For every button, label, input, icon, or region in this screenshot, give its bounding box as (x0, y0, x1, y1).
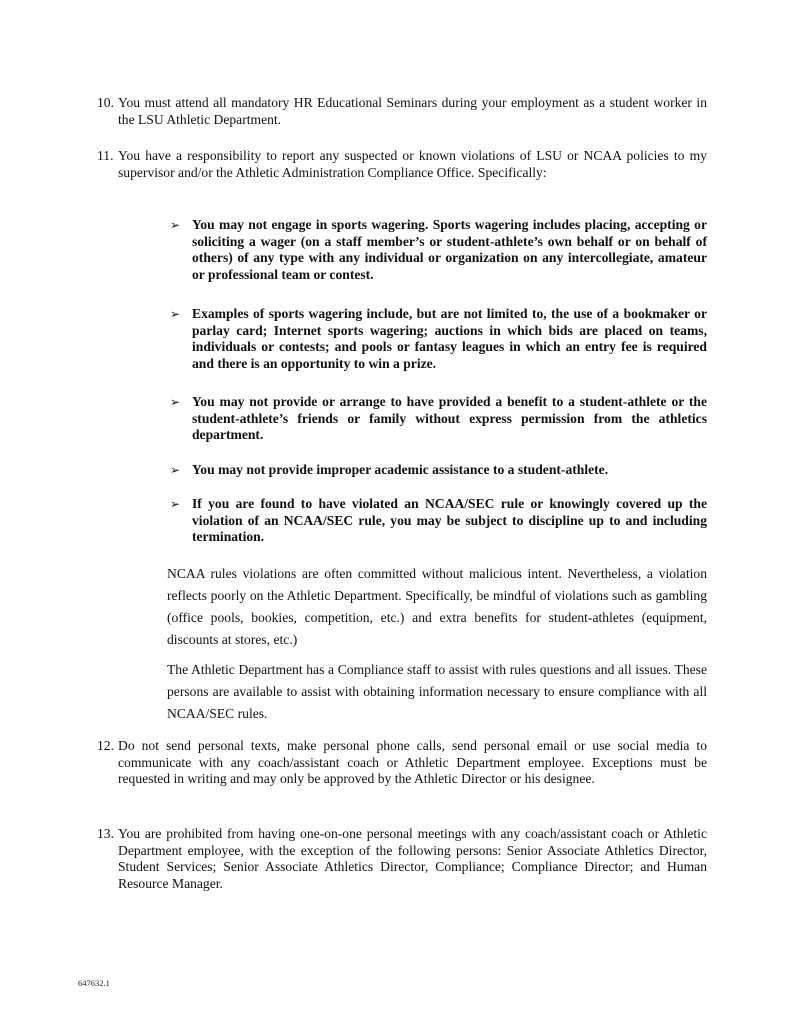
list-item-10 (97, 95, 707, 128)
arrow-bullet-icon: ➢ (170, 395, 181, 409)
document-id-footer: 647632.1 (78, 978, 110, 988)
compliance-note-paragraph: NCAA rules violations are often committed without malicious intent. Nevertheless, a violation reflects poorly on the Athletic Department. Specifically, be mindful of violations such as gambling (office pools, bookies, competition, etc.) and extra benefits for student-athletes (equipment, discounts at stores, etc.) (167, 566, 707, 647)
list-item-11 (97, 148, 707, 181)
bullet-text: If you are found to have violated an NCAA/SEC rule or knowingly covered up the violation of an NCAA/SEC rule, you may be subject to discipline up to and including termination. (192, 496, 707, 545)
item-text: Do not send personal texts, make personal phone calls, send personal email or use social media to communicate with any coach/assistant coach or Athletic Department employee. Exceptions must be requested in writing and may only be approved by the Athletic Director or his designee. (118, 738, 707, 787)
arrow-bullet-icon: ➢ (170, 307, 181, 321)
item-number: 13. (97, 826, 114, 841)
bullet-item (170, 394, 707, 444)
bullet-text: You may not provide improper academic assistance to a student-athlete. (192, 462, 609, 477)
compliance-staff-paragraph: The Athletic Department has a Compliance staff to assist with rules questions and all issues. These persons are available to assist with obtaining information necessary to ensure compliance with all NCAA/SEC rules. (167, 662, 707, 721)
item-text: You are prohibited from having one-on-one personal meetings with any coach/assistant coach or Athletic Department employee, with the exception of the following persons: Senior Associate Athletics Director, Student Services; Senior Associate Athletics Director, Compliance; Compliance Director; and Human Resource Manager. (118, 826, 707, 891)
bullet-item (170, 217, 707, 283)
list-item-12 (97, 738, 707, 788)
bullet-item (170, 496, 707, 546)
item-number: 10. (97, 95, 114, 110)
bullet-text: You may not engage in sports wagering. Sports wagering includes placing, accepting or soliciting a wager (on a staff member’s or student-athlete’s own behalf or on behalf of others) of any type with any individual or organization on any intercollegiate, amateur or professional team or contest. (192, 217, 707, 282)
arrow-bullet-icon: ➢ (170, 463, 181, 477)
bullet-text: You may not provide or arrange to have provided a benefit to a student-athlete or the student-athlete’s friends or family without express permission from the athletics department. (192, 394, 707, 443)
arrow-bullet-icon: ➢ (170, 218, 181, 232)
item-number: 12. (97, 738, 114, 753)
item-text: You have a responsibility to report any suspected or known violations of LSU or NCAA policies to my supervisor and/or the Athletic Administration Compliance Office. Specifically: (118, 148, 707, 180)
item-number: 11. (97, 148, 114, 163)
arrow-bullet-icon: ➢ (170, 497, 181, 511)
bullet-item (170, 462, 707, 479)
bullet-item (170, 306, 707, 372)
bullet-text: Examples of sports wagering include, but are not limited to, the use of a bookmaker or parlay card; Internet sports wagering; auctions in which bids are placed on teams, individuals or contests; and pools or fantasy leagues in which an entry fee is required and there is an opportunity to win a prize. (192, 306, 707, 371)
item-text: You must attend all mandatory HR Educational Seminars during your employment as a student worker in the LSU Athletic Department. (118, 95, 707, 127)
list-item-13 (97, 826, 707, 892)
